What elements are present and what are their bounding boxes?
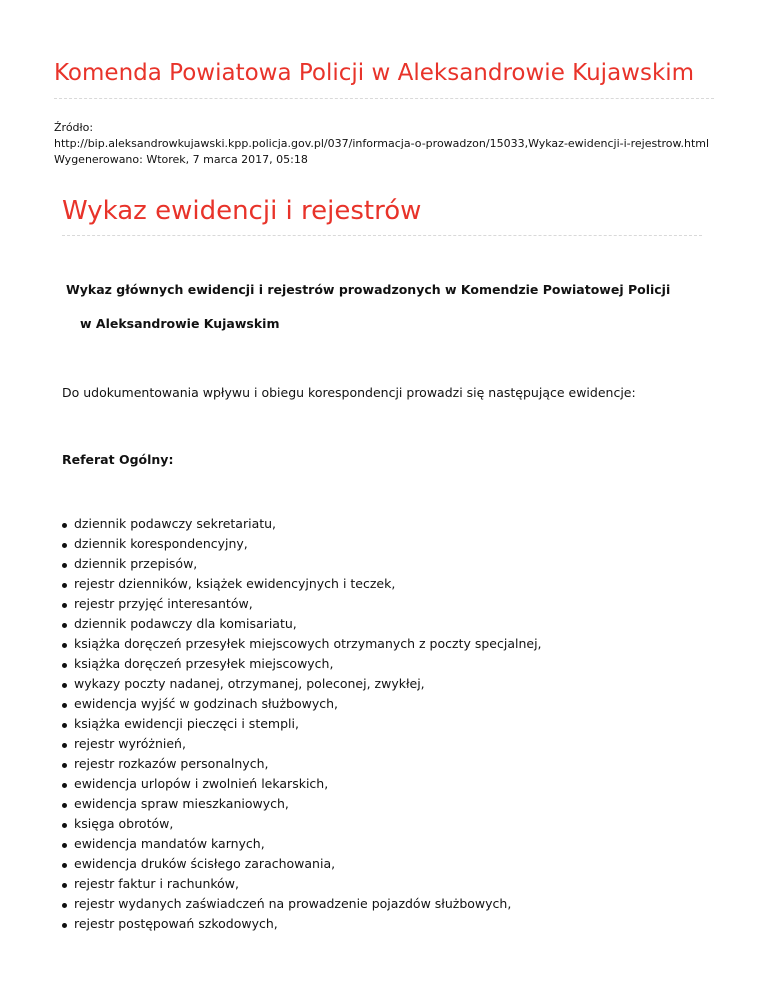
list-item: książka doręczeń przesyłek miejscowych otrzymanych z poczty specjalnej,: [62, 634, 542, 654]
print-metadata: [54, 120, 718, 168]
page-title: Wykaz ewidencji i rejestrów: [62, 196, 422, 226]
heading-line-2: w Aleksandrowie Kujawskim: [80, 316, 280, 331]
source-url: http://bip.aleksandrowkujawski.kpp.policja.gov.pl/037/informacja-o-prowadzon/15033,Wykaz-ewidencji-i-rejestrow.html: [54, 137, 710, 150]
list-item: ewidencja urlopów i zwolnień lekarskich,: [62, 774, 542, 794]
list-item: rejestr postępowań szkodowych,: [62, 914, 542, 934]
list-item: rejestr faktur i rachunków,: [62, 874, 542, 894]
list-item: rejestr przyjęć interesantów,: [62, 594, 542, 614]
list-item: dziennik podawczy sekretariatu,: [62, 514, 542, 534]
list-item: dziennik przepisów,: [62, 554, 542, 574]
list-item: dziennik korespondencyjny,: [62, 534, 542, 554]
generated-date: Wygenerowano: Wtorek, 7 marca 2017, 05:18: [54, 153, 308, 166]
list-item: ewidencja druków ścisłego zarachowania,: [62, 854, 542, 874]
list-item: rejestr wydanych zaświadczeń na prowadzenie pojazdów służbowych,: [62, 894, 542, 914]
list-item: księga obrotów,: [62, 814, 542, 834]
list-item: książka doręczeń przesyłek miejscowych,: [62, 654, 542, 674]
list-item: rejestr dzienników, książek ewidencyjnych i teczek,: [62, 574, 542, 594]
source-label: Źródło:: [54, 121, 94, 134]
list-item: dziennik podawczy dla komisariatu,: [62, 614, 542, 634]
list-item: ewidencja spraw mieszkaniowych,: [62, 794, 542, 814]
list-item: ewidencja wyjść w godzinach służbowych,: [62, 694, 542, 714]
list-item: rejestr wyróżnień,: [62, 734, 542, 754]
list-item: rejestr rozkazów personalnych,: [62, 754, 542, 774]
site-title: Komenda Powiatowa Policji w Aleksandrowie Kujawskim: [54, 60, 695, 86]
title-divider: [62, 235, 702, 236]
list-item: wykazy poczty nadanej, otrzymanej, poleconej, zwykłej,: [62, 674, 542, 694]
records-list: [62, 514, 542, 934]
header-divider: [54, 98, 714, 99]
list-item: ewidencja mandatów karnych,: [62, 834, 542, 854]
list-item: książka ewidencji pieczęci i stempli,: [62, 714, 542, 734]
intro-paragraph: Do udokumentowania wpływu i obiegu korespondencji prowadzi się następujące ewidencje:: [62, 385, 636, 400]
section-title: Referat Ogólny:: [62, 452, 174, 467]
heading-line-1: Wykaz głównych ewidencji i rejestrów prowadzonych w Komendzie Powiatowej Policji: [66, 282, 671, 297]
